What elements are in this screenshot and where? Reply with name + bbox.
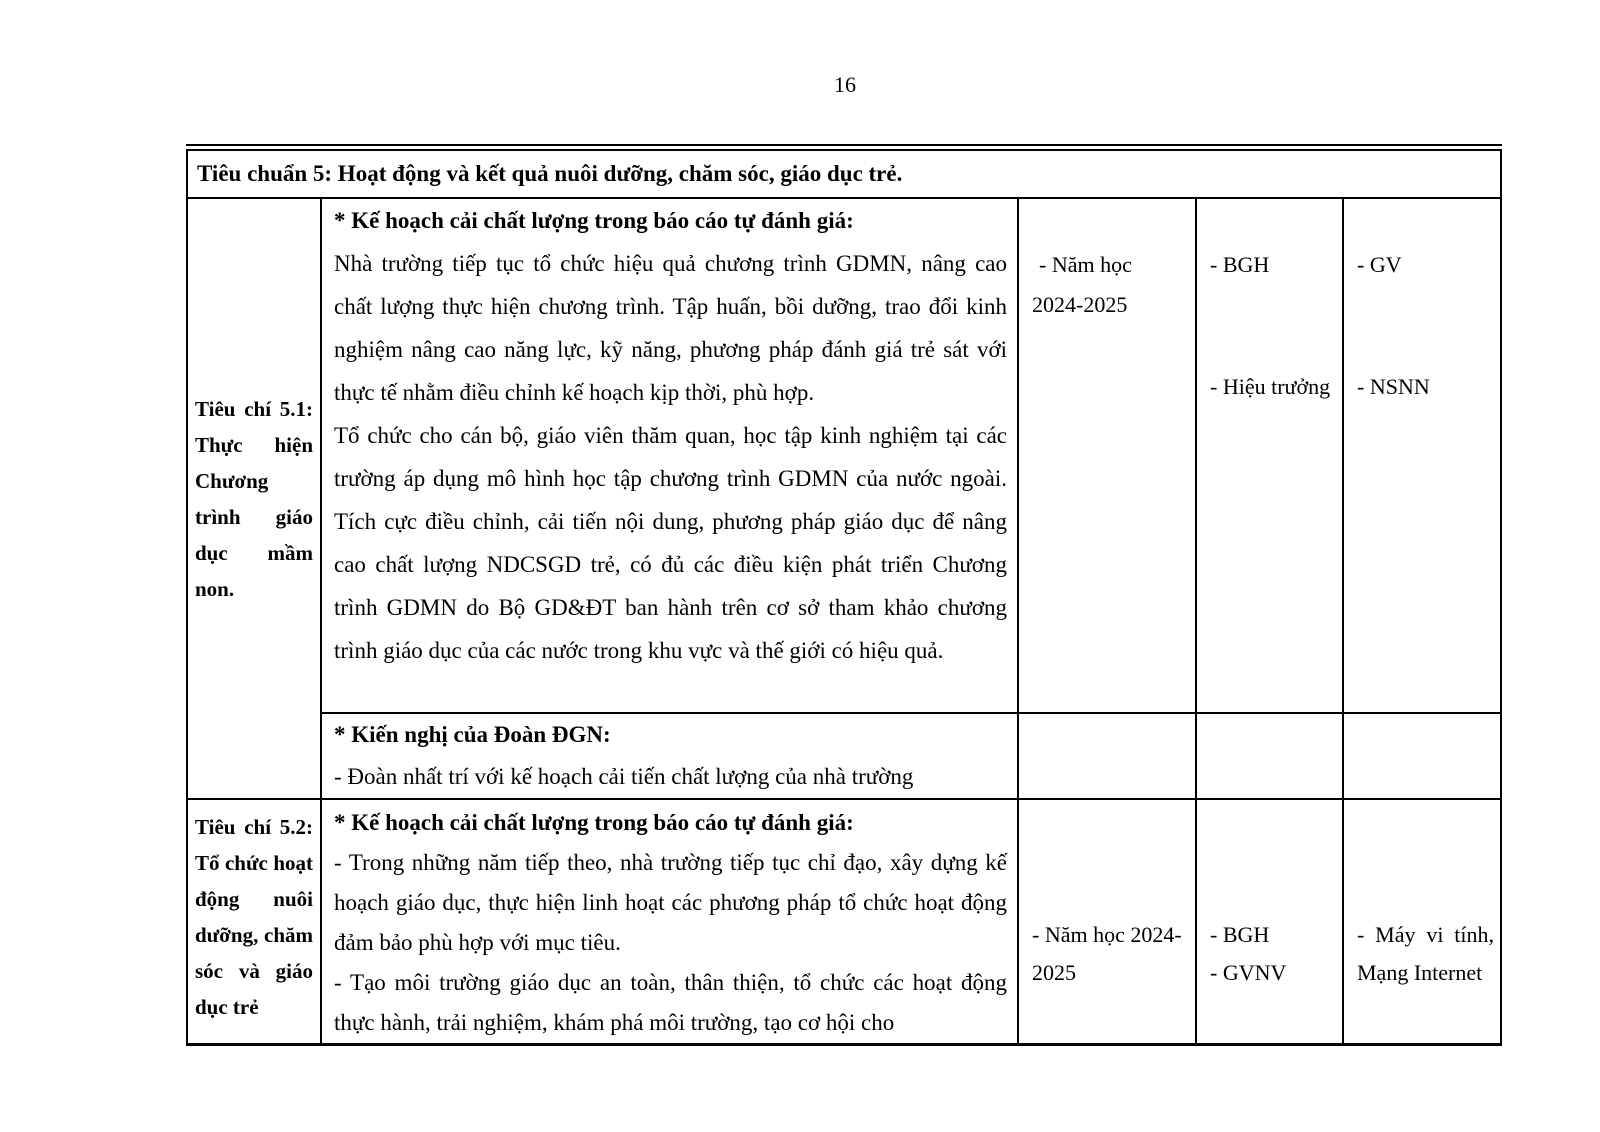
- timeline-5-2-line-2: 2025: [1032, 960, 1076, 985]
- criterion-5-1-plan-cell: [321, 198, 1018, 713]
- responsible-5-1-item-2: - Hiệu trưởng: [1210, 374, 1331, 399]
- timeline-5-2-cell: [1018, 799, 1196, 1045]
- plan-paragraph-5-1-b: Tổ chức cho cán bộ, giáo viên thăm quan, học tập kinh nghiệm tại các trường áp dụng mô hình học tập chương trình GDMN của nước ngoài. Tích cực điều chỉnh, cải tiến nội dung, phương pháp giáo dục để nâng cao chất lượng NDCSGD trẻ, có đủ các điều kiện phát triển Chương trình GDMN do Bộ GD&ĐT ban hành trên cơ sở tham khảo chương trình giáo dục của các nước trong khu vực và thế giới có hiệu quả.: [334, 423, 1007, 663]
- criterion-5-2-label: Tiêu chí 5.2: Tổ chức hoạt động nuôi dưỡng, chăm sóc và giáo dục trẻ: [187, 799, 321, 1045]
- recommendation-5-1-cell: [321, 713, 1018, 799]
- table-row: [187, 799, 1501, 1045]
- timeline-5-1-cell: [1018, 198, 1196, 713]
- empty-cell: [1196, 713, 1343, 799]
- table-row: [187, 150, 1501, 198]
- standard-5-table: [186, 149, 1502, 1046]
- resources-5-1-cell: [1343, 198, 1501, 713]
- page-number: 16: [834, 72, 856, 97]
- timeline-5-2-line-1: - Năm học 2024-: [1032, 922, 1182, 947]
- timeline-5-1-line-1: - Năm học: [1039, 252, 1132, 277]
- resources-5-1-item-2: - NSNN: [1357, 374, 1430, 399]
- assessment-table: [186, 144, 1502, 1046]
- responsible-5-2-cell: [1196, 799, 1343, 1045]
- plan-paragraph-5-2-b: - Tạo môi trường giáo dục an toàn, thân thiện, tổ chức các hoạt động thực hành, trải nghiệm, khám phá môi trường, tạo cơ hội cho: [334, 970, 1007, 1035]
- standard-5-title: Tiêu chuẩn 5: Hoạt động và kết quả nuôi dưỡng, chăm sóc, giáo dục trẻ.: [187, 150, 1501, 198]
- table-row: [187, 198, 1501, 713]
- empty-cell: [1343, 713, 1501, 799]
- resources-5-2-cell: [1343, 799, 1501, 1045]
- resources-5-2-line-2: Mạng Internet: [1357, 960, 1483, 985]
- empty-cell: [1018, 713, 1196, 799]
- plan-paragraph-5-2-a: - Trong những năm tiếp theo, nhà trường tiếp tục chỉ đạo, xây dựng kế hoạch giáo dục, thực hiện linh hoạt các phương pháp tổ chức hoạt động đảm bảo phù hợp với mục tiêu.: [334, 850, 1007, 955]
- resources-5-2-line-1: - Máy vi tính,: [1357, 922, 1495, 947]
- responsible-5-1-cell: [1196, 198, 1343, 713]
- table-top-rule: [186, 144, 1502, 146]
- responsible-5-1-item-1: - BGH: [1210, 252, 1270, 277]
- timeline-5-1-line-2: 2024-2025: [1032, 292, 1128, 317]
- criterion-5-1-label: Tiêu chí 5.1: Thực hiện Chương trình giáo dục mầm non.: [187, 198, 321, 799]
- criterion-5-2-plan-cell: [321, 799, 1018, 1045]
- responsible-5-2-item-1: - BGH: [1210, 922, 1270, 947]
- plan-heading-5-2: * Kế hoạch cải chất lượng trong báo cáo tự đánh giá:: [334, 810, 854, 835]
- responsible-5-2-item-2: - GVNV: [1210, 960, 1287, 985]
- table-row: [187, 713, 1501, 799]
- plan-heading-5-1: * Kế hoạch cải chất lượng trong báo cáo tự đánh giá:: [334, 208, 854, 233]
- plan-paragraph-5-1-a: Nhà trường tiếp tục tổ chức hiệu quả chương trình GDMN, nâng cao chất lượng thực hiện chương trình. Tập huấn, bồi dưỡng, trao đổi kinh nghiệm nâng cao năng lực, kỹ năng, phương pháp đánh giá trẻ sát với thực tế nhằm điều chỉnh kế hoạch kịp thời, phù hợp.: [334, 251, 1007, 405]
- recommendation-text-5-1: - Đoàn nhất trí với kế hoạch cải tiến chất lượng của nhà trường: [334, 764, 914, 789]
- resources-5-1-item-1: - GV: [1357, 252, 1402, 277]
- recommendation-heading-5-1: * Kiến nghị của Đoàn ĐGN:: [334, 722, 611, 747]
